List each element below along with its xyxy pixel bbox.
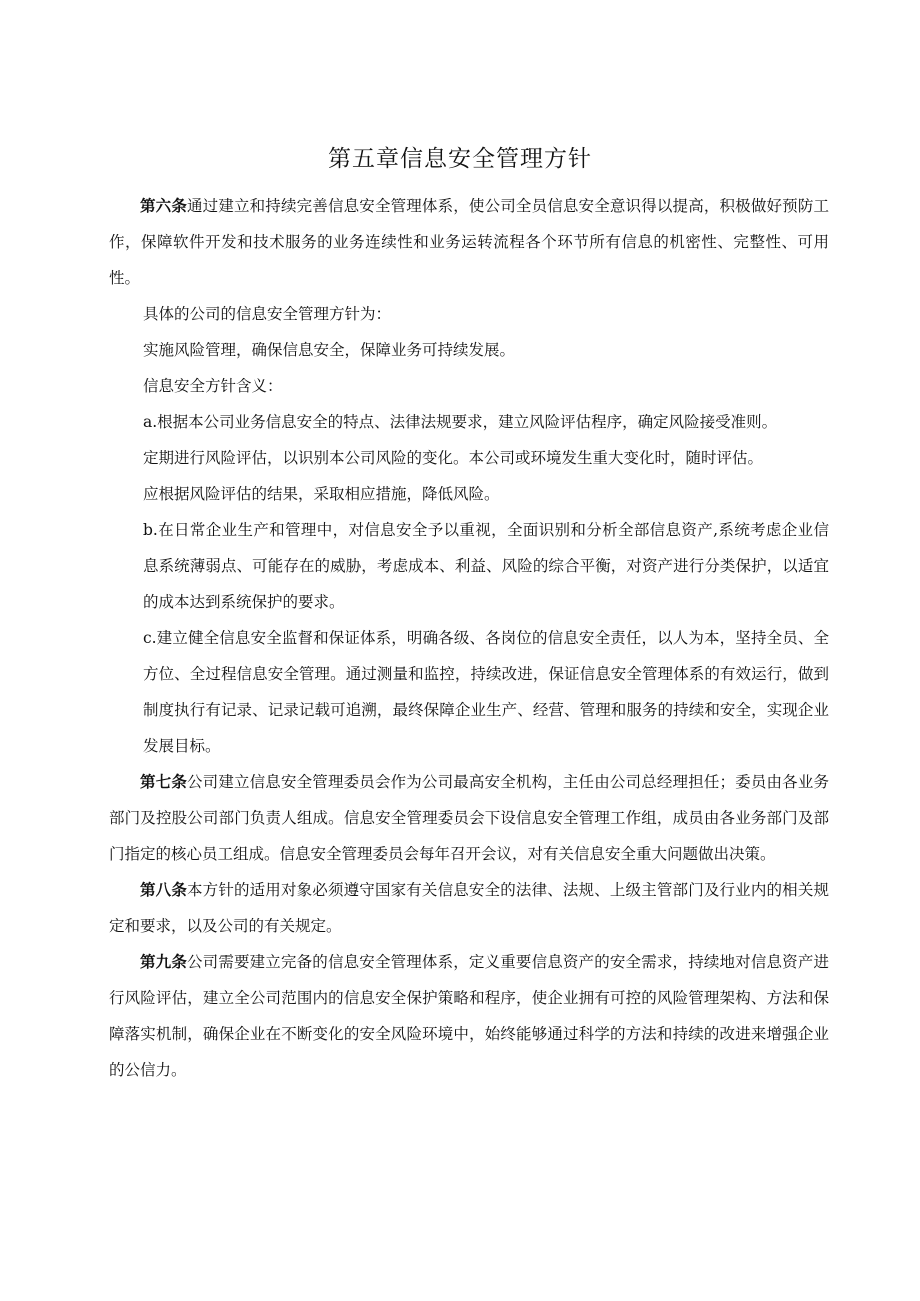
item-c-paragraph: c.建立健全信息安全监督和保证体系，明确各级、各岗位的信息安全责任，以人为本，坚持全员、全方位、全过程信息安全管理。通过测量和监控，持续改进，保证信息安全管理体系的有效运行，做到制度执行有记录、记录记载可追溯，最终保障企业生产、经营、管理和服务的持续和安全，实现企业发展目标。 [143, 629, 829, 755]
item-a-line1: a.根据本公司业务信息安全的特点、法律法规要求，建立风险评估程序，确定风险接受准则。 [143, 413, 778, 431]
policy-statement: 实施风险管理，确保信息安全，保障业务可持续发展。 [143, 341, 516, 359]
article-6-label: 第六条 [140, 196, 187, 215]
item-b-paragraph: b.在日常企业生产和管理中，对信息安全予以重视，全面识别和分析全部信息资产,系统考虑企业信息系统薄弱点、可能存在的威胁，考虑成本、利益、风险的综合平衡，对资产进行分类保护，以适宜的成本达到系统保护的要求。 [143, 521, 829, 611]
document-body [109, 188, 829, 1088]
article-9-paragraph [109, 944, 829, 1088]
chapter-title: 第五章信息安全管理方针 [328, 146, 592, 172]
article-7-label: 第七条 [140, 772, 187, 791]
article-8-paragraph [109, 872, 829, 944]
article-9-label: 第九条 [140, 952, 187, 971]
article-6-text: 通过建立和持续完善信息安全管理体系，使公司全员信息安全意识得以提高，积极做好预防工作，保障软件开发和技术服务的业务连续性和业务运转流程各个环节所有信息的机密性、完整性、可用性。 [109, 197, 829, 287]
article-9-text: 公司需要建立完备的信息安全管理体系，定义重要信息资产的安全需求，持续地对信息资产进行风险评估，建立全公司范围内的信息安全保护策略和程序，使企业拥有可控的风险管理架构、方法和保障落实机制，确保企业在不断变化的安全风险环境中，始终能够通过科学的方法和持续的改进来增强企业的公信力。 [109, 953, 829, 1079]
article-7-paragraph [109, 764, 829, 872]
item-a-line2: 定期进行风险评估，以识别本公司风险的变化。本公司或环境发生重大变化时，随时评估。 [143, 449, 764, 467]
article-6-paragraph [109, 188, 829, 296]
article-8-label: 第八条 [140, 880, 187, 899]
article-7-text: 公司建立信息安全管理委员会作为公司最高安全机构，主任由公司总经理担任；委员由各业务部门及控股公司部门负责人组成。信息安全管理委员会下设信息安全管理工作组，成员由各业务部门及部门指定的核心员工组成。信息安全管理委员会每年召开会议，对有关信息安全重大问题做出决策。 [109, 773, 829, 863]
policy-intro: 具体的公司的信息安全管理方针为： [143, 305, 392, 323]
article-8-text: 本方针的适用对象必须遵守国家有关信息安全的法律、法规、上级主管部门及行业内的相关规定和要求，以及公司的有关规定。 [109, 881, 829, 935]
policy-meaning-heading: 信息安全方针含义： [143, 377, 283, 395]
item-a-line3: 应根据风险评估的结果，采取相应措施，降低风险。 [143, 485, 500, 503]
